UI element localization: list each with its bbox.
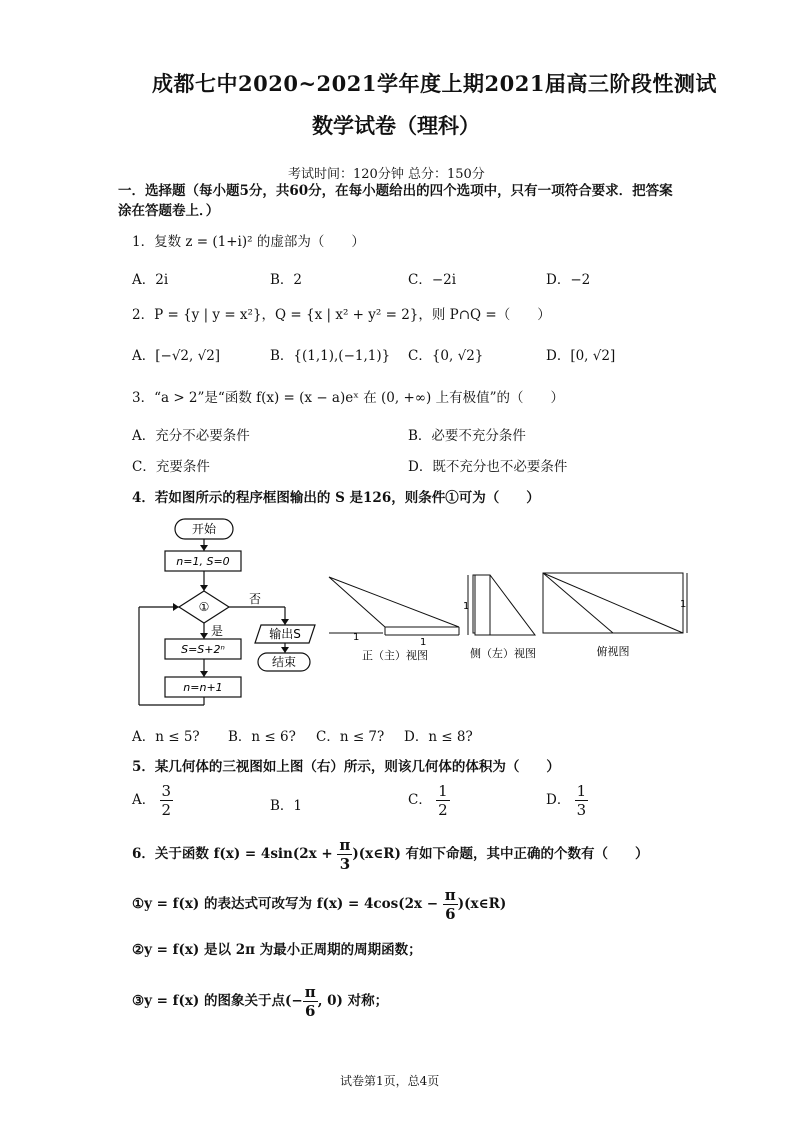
- fraction: $\frac{\pi}{3}$: [339, 836, 351, 873]
- program-flowchart: [125, 515, 325, 710]
- question-3-option-a: A．充分不必要条件: [132, 428, 250, 444]
- flowchart-step1-text: S=S+2ⁿ: [181, 643, 225, 656]
- question-4-option-d: D．n ≤ 8?: [404, 729, 473, 745]
- question-3-option-c: C．充要条件: [132, 459, 210, 475]
- question-1-option-d: D．−2: [546, 272, 591, 288]
- question-2-option-a: A．[−√2, √2]: [132, 348, 221, 364]
- question-5-option-c: [408, 782, 450, 819]
- question-1-option-c: C．−2i: [408, 272, 457, 288]
- side-view-label: 侧（左）视图: [470, 647, 536, 660]
- question-6-item-2: ②y = f(x) 是以 2π 为最小正周期的周期函数；: [132, 942, 422, 958]
- question-4-option-a: A．n ≤ 5?: [132, 729, 200, 745]
- page-subtitle: 数学试卷（理科）: [312, 113, 480, 138]
- fraction: $\frac{\pi}{6}$: [304, 983, 316, 1020]
- front-view-label: 正（主）视图: [362, 649, 428, 662]
- question-5-option-a: [132, 782, 173, 819]
- question-6-item-3: [132, 983, 388, 1020]
- flowchart-cond-text: ①: [198, 600, 210, 614]
- question-2-option-b: B．{(1,1),(−1,1)}: [270, 348, 391, 364]
- side-view-shape: [475, 575, 535, 635]
- question-2-option-c: C．{0, √2}: [408, 348, 484, 364]
- question-4-option-c: C．n ≤ 7?: [316, 729, 385, 745]
- top-view-label: 俯视图: [596, 645, 630, 658]
- fraction: $\frac{1}{3}$: [576, 782, 587, 819]
- item-pre: ③y = f(x) 的图象关于点(−: [132, 993, 303, 1009]
- option-letter: A．: [132, 792, 156, 808]
- question-1-option-a: A．2i: [132, 272, 169, 288]
- exam-meta: 考试时间：120分钟 总分：150分: [288, 167, 485, 182]
- page-footer: 试卷第1页，总4页: [340, 1074, 440, 1088]
- fraction: $\frac{\pi}{6}$: [444, 886, 456, 923]
- flowchart-no-label: 否: [249, 592, 262, 606]
- question-5-stem: 5．某几何体的三视图如上图（右）所示，则该几何体的体积为（ ）: [132, 759, 560, 775]
- front-view-shape: [329, 577, 459, 627]
- question-4-option-b: B．n ≤ 6?: [228, 729, 296, 745]
- question-5-option-b: B．1: [270, 798, 303, 814]
- question-3-option-d: D．既不充分也不必要条件: [408, 459, 568, 475]
- option-letter: C．: [408, 792, 432, 808]
- fraction: $\frac{1}{2}$: [438, 782, 448, 819]
- question-2-option-d: D．[0, √2]: [546, 348, 616, 364]
- flowchart-yes-label: 是: [211, 624, 224, 638]
- question-5-option-d: [546, 782, 588, 819]
- front-view-dim: 1: [353, 632, 360, 643]
- option-letter: D．: [546, 792, 571, 808]
- question-4-stem: 4．若如图所示的程序框图输出的 S 是126，则条件①可为（ ）: [132, 490, 540, 506]
- section-heading: 一．选择题（每小题5分，共60分，在每小题给出的四个选项中，只有一项符合要求．把答案涂在答题卷上．）: [118, 183, 673, 219]
- item-post: , 0) 对称；: [317, 993, 389, 1009]
- question-6-item-1: [132, 886, 506, 923]
- flowchart-end-text: 结束: [271, 655, 297, 669]
- stem-pre: 6．关于函数 f(x) = 4sin(2x +: [132, 846, 338, 862]
- question-3-stem: 3．“a > 2”是“函数 f(x) = (x − a)eˣ 在 (0, +∞) 上有极值”的（ ）: [132, 390, 564, 406]
- question-2-stem: 2．P = {y | y = x²}，Q = {x | x² + y² = 2}，则 P∩Q =（ ）: [132, 307, 551, 323]
- question-6-stem: [132, 836, 649, 873]
- question-3-option-b: B．必要不充分条件: [408, 428, 526, 444]
- side-view-dim: 1: [463, 601, 470, 612]
- fraction: $\frac{3}{2}$: [161, 782, 172, 819]
- stem-post: )(x∈R) 有如下命题，其中正确的个数有（ ）: [352, 846, 649, 862]
- front-view-dim-2: 1: [420, 637, 427, 648]
- page-title: 成都七中2020~2021学年度上期2021届高三阶段性测试: [152, 71, 717, 96]
- flowchart-step2-text: n=n+1: [183, 681, 223, 694]
- flowchart-init-text: n=1, S=0: [176, 555, 230, 568]
- flowchart-start-text: 开始: [191, 522, 217, 536]
- question-1-stem: 1．复数 z = (1+i)² 的虚部为（ ）: [132, 234, 365, 250]
- flowchart-output-text: 输出S: [269, 627, 301, 641]
- top-view-dim: 1: [680, 599, 687, 610]
- item-pre: ①y = f(x) 的表达式可改写为 f(x) = 4cos(2x −: [132, 896, 443, 912]
- question-1-option-b: B．2: [270, 272, 303, 288]
- three-views-diagram: [325, 565, 695, 665]
- item-post: )(x∈R): [457, 896, 507, 912]
